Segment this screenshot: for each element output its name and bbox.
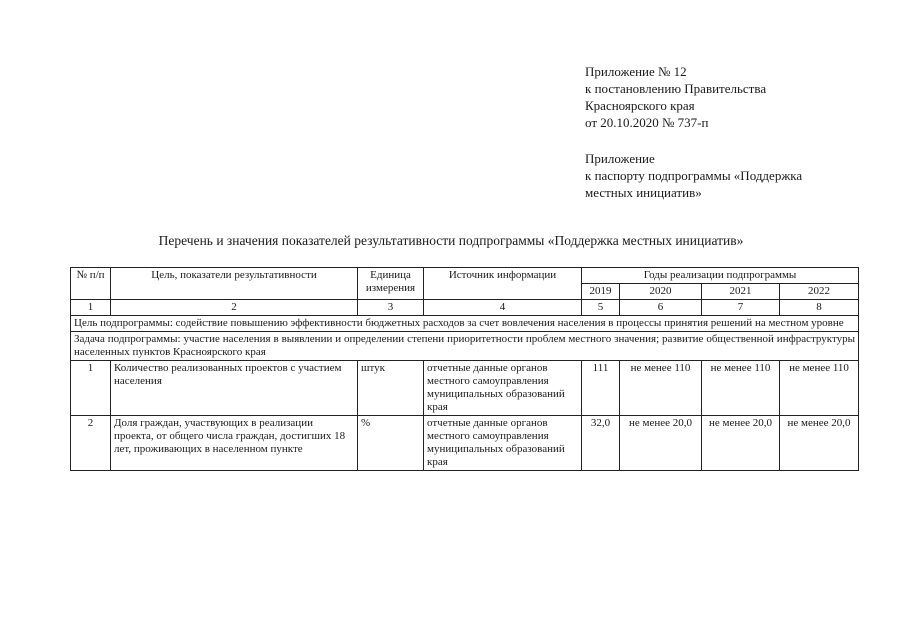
value-2019: 111: [582, 361, 620, 416]
header-unit-line2: измерения: [365, 282, 416, 294]
annex-region: Красноярского края: [585, 98, 695, 113]
table-row: [71, 416, 859, 471]
annex-date: от 20.10.2020 № 737-п: [585, 115, 709, 130]
subannex-reference: к паспорту подпрограммы «Поддержка: [585, 168, 803, 183]
col-number: 1: [71, 300, 111, 316]
header-years: Годы реализации подпрограммы: [582, 268, 859, 284]
header-year-2020: 2020: [620, 284, 702, 300]
subannex-program: местных инициатив»: [585, 185, 702, 200]
header-year-2022: 2022: [780, 284, 859, 300]
col-number: 7: [702, 300, 780, 316]
col-number: 6: [620, 300, 702, 316]
column-numbers-row: [71, 300, 859, 316]
indicator-name: Доля граждан, участвующих в реализации проекта, от общего числа граждан, достигших 18 лет, проживающих в населенном пункте: [111, 416, 358, 471]
subannex-title: Приложение: [585, 151, 655, 166]
value-2019: 32,0: [582, 416, 620, 471]
program-goal: Цель подпрограммы: содействие повышению эффективности бюджетных расходов за счет вовлечения населения в процессы принятия решений на местном уровне: [71, 316, 859, 332]
indicators-table: [70, 267, 859, 471]
header-source: Источник информации: [424, 268, 582, 300]
task-row: [71, 332, 859, 361]
col-number: 5: [582, 300, 620, 316]
col-number: 8: [780, 300, 859, 316]
annex-number: Приложение № 12: [585, 64, 687, 79]
annex-header: [585, 63, 766, 131]
indicator-name: Количество реализованных проектов с участием населения: [111, 361, 358, 416]
header-goal: Цель, показатели результативности: [111, 268, 358, 300]
table-row: [71, 361, 859, 416]
value-2022: не менее 110: [780, 361, 859, 416]
program-task: Задача подпрограммы: участие населения в выявлении и определении степени приоритетности проблем местного значения; развитие общественной инфраструктуры населенных пунктов Красноярского края: [71, 332, 859, 361]
indicator-unit: штук: [358, 361, 424, 416]
header-unit: [358, 268, 424, 300]
annex-subheader: [585, 150, 802, 201]
row-num: 1: [71, 361, 111, 416]
value-2022: не менее 20,0: [780, 416, 859, 471]
col-number: 4: [424, 300, 582, 316]
indicator-source: отчетные данные органов местного самоуправления муниципальных образований края: [424, 361, 582, 416]
value-2021: не менее 20,0: [702, 416, 780, 471]
header-unit-line1: Единица: [370, 269, 411, 281]
value-2021: не менее 110: [702, 361, 780, 416]
indicator-unit: %: [358, 416, 424, 471]
document-title: Перечень и значения показателей результативности подпрограммы «Поддержка местных инициатив»: [158, 233, 744, 248]
header-year-2019: 2019: [582, 284, 620, 300]
row-num: 2: [71, 416, 111, 471]
header-year-2021: 2021: [702, 284, 780, 300]
header-row: [71, 268, 859, 284]
value-2020: не менее 110: [620, 361, 702, 416]
goal-row: [71, 316, 859, 332]
col-number: 3: [358, 300, 424, 316]
value-2020: не менее 20,0: [620, 416, 702, 471]
indicator-source: отчетные данные органов местного самоуправления муниципальных образований края: [424, 416, 582, 471]
annex-reference: к постановлению Правительства: [585, 81, 767, 96]
header-num: № п/п: [71, 268, 111, 300]
col-number: 2: [111, 300, 358, 316]
